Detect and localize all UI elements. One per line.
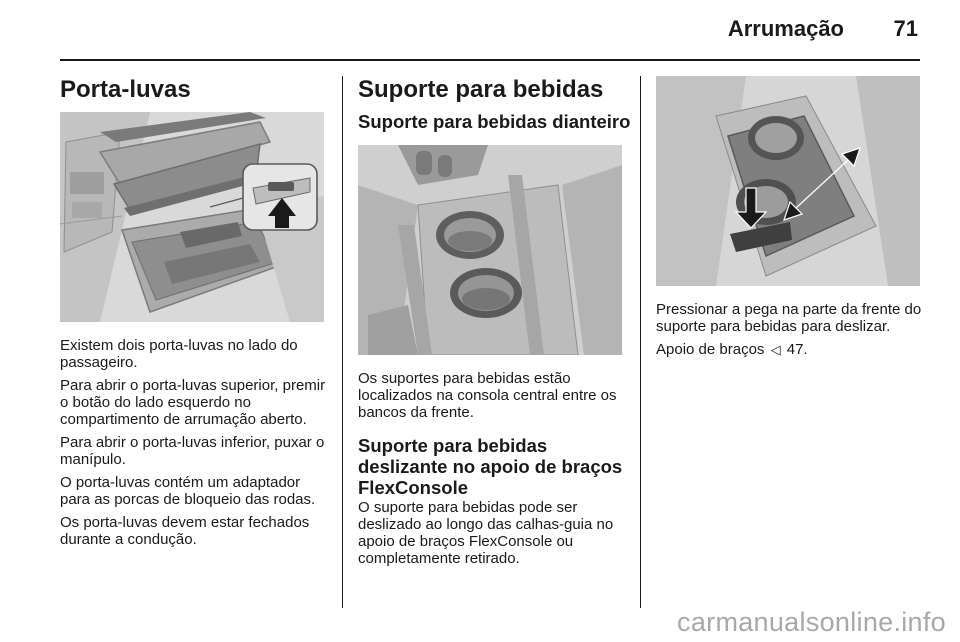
paragraph: O suporte para bebidas pode ser deslizado ao longo das calhas-guia no apoio de braços FlexConsole ou completamente retirado. <box>358 499 614 567</box>
front-cupholder-illustration <box>358 145 622 355</box>
front-cupholder-illustration-svg <box>358 145 622 355</box>
column-divider <box>342 76 343 608</box>
subheading-front-cupholder: Suporte para bebidas dianteiro <box>358 111 631 132</box>
reference-line <box>656 341 922 358</box>
page-number: 71 <box>893 16 918 41</box>
paragraph: Para abrir o porta-luvas inferior, puxar o manípulo. <box>60 434 325 468</box>
sliding-cupholder-illustration <box>656 76 920 286</box>
paragraph: O porta-luvas contém um adaptador para as porcas de bloqueio das rodas. <box>60 474 316 508</box>
heading-glovebox: Porta-luvas <box>60 76 191 103</box>
front-cupholder-text <box>358 370 624 427</box>
glovebox-text <box>60 337 326 554</box>
glovebox-illustration <box>60 112 324 322</box>
sliding-detail-text <box>656 301 922 364</box>
watermark: carmanualsonline.info <box>677 607 946 637</box>
page-header <box>0 0 960 60</box>
header-rule <box>60 59 920 61</box>
section-title: Arrumação <box>727 16 844 41</box>
paragraph: Existem dois porta-luvas no lado do passageiro. <box>60 337 298 371</box>
sliding-cupholder-text <box>358 499 624 573</box>
heading-cupholders: Suporte para bebidas <box>358 76 604 103</box>
subheading-sliding-cupholder: Suporte para bebidas deslizante no apoio de braços FlexConsole <box>358 435 623 498</box>
reference-page: 47. <box>786 341 808 358</box>
paragraph: Os suportes para bebidas estão localizados na consola central entre os bancos da frente. <box>358 370 617 421</box>
sliding-cupholder-illustration-svg <box>656 76 920 286</box>
glovebox-illustration-svg <box>60 112 324 322</box>
paragraph: Para abrir o porta-luvas superior, premir o botão do lado esquerdo no compartimento de arrumação aberto. <box>60 377 326 428</box>
reference-text: Apoio de braços <box>656 341 765 358</box>
column-divider <box>640 76 641 608</box>
paragraph: Pressionar a pega na parte da frente do suporte para bebidas para deslizar. <box>656 301 922 335</box>
page-reference-arrow-icon: ◁ <box>770 342 781 357</box>
paragraph: Os porta-luvas devem estar fechados durante a condução. <box>60 514 310 548</box>
